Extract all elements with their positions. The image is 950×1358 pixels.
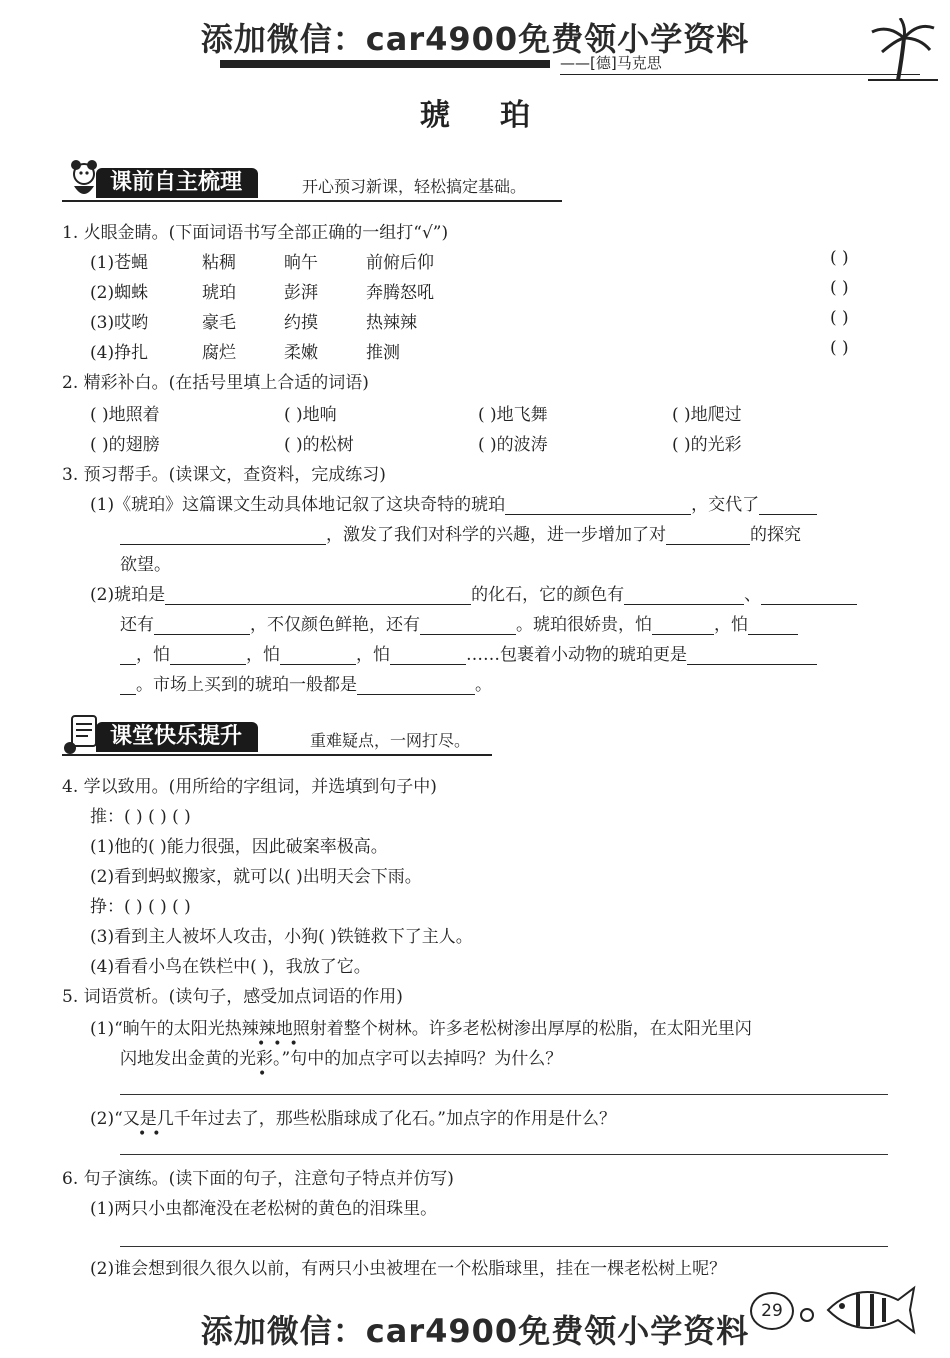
q1-row4-label: (4)挣扎	[90, 343, 149, 363]
q6-heading: 6. 句子演练。(读下面的句子，注意句子特点并仿写)	[62, 1169, 454, 1189]
q1-row1-word3: 前俯后仰	[366, 253, 434, 273]
header-cut-text	[220, 60, 550, 68]
q4-tui-blanks[interactable]: 推：( ) ( ) ( )	[90, 807, 191, 827]
section-banner-preview	[62, 168, 562, 202]
q3-blank-j[interactable]	[652, 616, 714, 635]
q4-zheng-blanks[interactable]: 挣：( ) ( ) ( )	[90, 897, 191, 917]
q3-blank-r[interactable]	[357, 676, 475, 695]
q3-heading: 3. 预习帮手。(读课文，查资料，完成练习)	[62, 465, 386, 485]
q3-blank-m[interactable]	[170, 646, 246, 665]
q3-p2-line3: ，怕 ，怕 ，怕 ……包裹着小动物的琥珀更是	[120, 640, 817, 665]
q3-p1-line1: (1)《琥珀》这篇课文生动具体地记叙了这块奇特的琥珀 ，交代了	[90, 490, 817, 515]
q1-row4-answer[interactable]: ( )	[830, 338, 849, 358]
q3-blank-d[interactable]	[666, 526, 750, 545]
q3-blank-k[interactable]	[748, 616, 798, 635]
section1-title: 课前自主梳理	[96, 168, 258, 198]
emphasis-dots-2: •	[258, 1066, 267, 1082]
q5-sentence2: (2)“又是几千年过去了，那些松脂球成了化石。”加点字的作用是什么？	[90, 1109, 616, 1129]
q2-blank-4[interactable]: ( )地爬过	[672, 405, 742, 425]
q3-blank-i[interactable]	[420, 616, 516, 635]
page-title: 琥珀	[420, 98, 580, 133]
q4-sentence-2[interactable]: (2)看到蚂蚁搬家，就可以( )出明天会下雨。	[90, 867, 422, 887]
q1-row2-answer[interactable]: ( )	[830, 278, 849, 298]
q1-row3-word3: 热辣辣	[366, 313, 417, 333]
q3-blank-a[interactable]	[505, 496, 691, 515]
watermark-bottom: 添加微信：car4900免费领小学资料	[200, 1312, 750, 1350]
q1-heading: 1. 火眼金睛。(下面词语书写全部正确的一组打“√”)	[62, 223, 449, 243]
q4-sentence-1[interactable]: (1)他的( )能力很强，因此破案率极高。	[90, 837, 388, 857]
q1-row4-word1: 腐烂	[202, 343, 236, 363]
q2-blank-2[interactable]: ( )地响	[284, 405, 337, 425]
q3-blank-n[interactable]	[280, 646, 356, 665]
q1-row3-label: (3)哎哟	[90, 313, 149, 333]
q3-p1-line2: ，激发了我们对科学的兴趣，进一步增加了对 的探究	[120, 520, 801, 545]
q6-sentence2: (2)谁会想到很久很久以前，有两只小虫被埋在一个松脂球里，挂在一棵老松树上呢？	[90, 1259, 727, 1279]
q5-sentence1-line2: 闪地发出金黄的光彩。”句中的加点字可以去掉吗？为什么？	[120, 1049, 563, 1069]
q4-sentence-3[interactable]: (3)看到主人被坏人攻击，小狗( )铁链救下了主人。	[90, 927, 473, 947]
section2-subtitle: 重难疑点，一网打尽。	[310, 731, 471, 750]
page-number: 29	[750, 1292, 794, 1330]
q3-blank-p[interactable]	[687, 646, 817, 665]
q4-heading: 4. 学以致用。(用所给的字组词，并选填到句子中)	[62, 777, 437, 797]
q1-row2-word1: 琥珀	[202, 283, 236, 303]
section1-subtitle: 开心预习新课，轻松搞定基础。	[302, 177, 527, 196]
q1-row3-answer[interactable]: ( )	[830, 308, 849, 328]
q5-answer-line-1[interactable]	[120, 1094, 888, 1095]
q1-row4-word2: 柔嫩	[284, 343, 318, 363]
q2-blank-6[interactable]: ( )的松树	[284, 435, 354, 455]
q3-blank-h[interactable]	[154, 616, 250, 635]
q4-sentence-4[interactable]: (4)看看小鸟在铁栏中( )，我放了它。	[90, 957, 371, 977]
watermark-top: 添加微信：car4900免费领小学资料	[200, 20, 750, 58]
q3-blank-c[interactable]	[120, 526, 326, 545]
q1-row2-word3: 奔腾怒吼	[366, 283, 434, 303]
q1-row2-word2: 彭湃	[284, 283, 318, 303]
q2-heading: 2. 精彩补白。(在括号里填上合适的词语)	[62, 373, 369, 393]
q3-blank-q[interactable]	[120, 676, 136, 695]
header-rule	[560, 74, 920, 75]
q2-blank-5[interactable]: ( )的翅膀	[90, 435, 160, 455]
q1-row1-word2: 晌午	[284, 253, 318, 273]
emphasis-dots-3: ••	[138, 1126, 167, 1142]
q1-row4-word3: 推测	[366, 343, 400, 363]
q3-blank-b[interactable]	[759, 496, 817, 515]
q2-blank-3[interactable]: ( )地飞舞	[478, 405, 548, 425]
section-banner-class	[62, 722, 492, 756]
q1-row3-word2: 约摸	[284, 313, 318, 333]
q6-answer-line-1[interactable]	[120, 1246, 888, 1247]
header-quote: ——[德]马克思	[560, 54, 662, 72]
q1-row1-word1: 粘稠	[202, 253, 236, 273]
q1-row1-label: (1)苍蝇	[90, 253, 149, 273]
q3-blank-e[interactable]	[165, 586, 471, 605]
q3-p2-line2: 还有 ，不仅颜色鲜艳，还有 。琥珀很娇贵，怕 ，怕	[120, 610, 798, 635]
q3-blank-f[interactable]	[624, 586, 744, 605]
q3-blank-l[interactable]	[120, 646, 136, 665]
palm-tree-icon	[868, 18, 938, 82]
emphasis-dots-1: •••	[257, 1036, 306, 1052]
q3-p2-line4: 。市场上买到的琥珀一般都是 。	[120, 670, 492, 695]
q5-heading: 5. 词语赏析。(读句子，感受加点词语的作用)	[62, 987, 403, 1007]
q3-p1-line3: 欲望。	[120, 555, 171, 575]
q5-answer-line-2[interactable]	[120, 1154, 888, 1155]
q6-sentence1: (1)两只小虫都淹没在老松树的黄色的泪珠里。	[90, 1199, 438, 1219]
q1-row1-answer[interactable]: ( )	[830, 248, 849, 268]
q2-blank-7[interactable]: ( )的波涛	[478, 435, 548, 455]
q5-sentence1-line1: (1)“晌午的太阳光热辣辣地照射着整个树林。许多老松树渗出厚厚的松脂，在太阳光里闪	[90, 1019, 752, 1039]
q2-blank-1[interactable]: ( )地照着	[90, 405, 160, 425]
q1-row3-word1: 豪毛	[202, 313, 236, 333]
q1-row2-label: (2)蜘蛛	[90, 283, 149, 303]
q3-blank-o[interactable]	[390, 646, 466, 665]
q3-p2-line1: (2)琥珀是 的化石，它的颜色有 、	[90, 580, 857, 605]
q2-blank-8[interactable]: ( )的光彩	[672, 435, 742, 455]
section2-title: 课堂快乐提升	[96, 722, 258, 752]
q3-blank-g[interactable]	[761, 586, 857, 605]
